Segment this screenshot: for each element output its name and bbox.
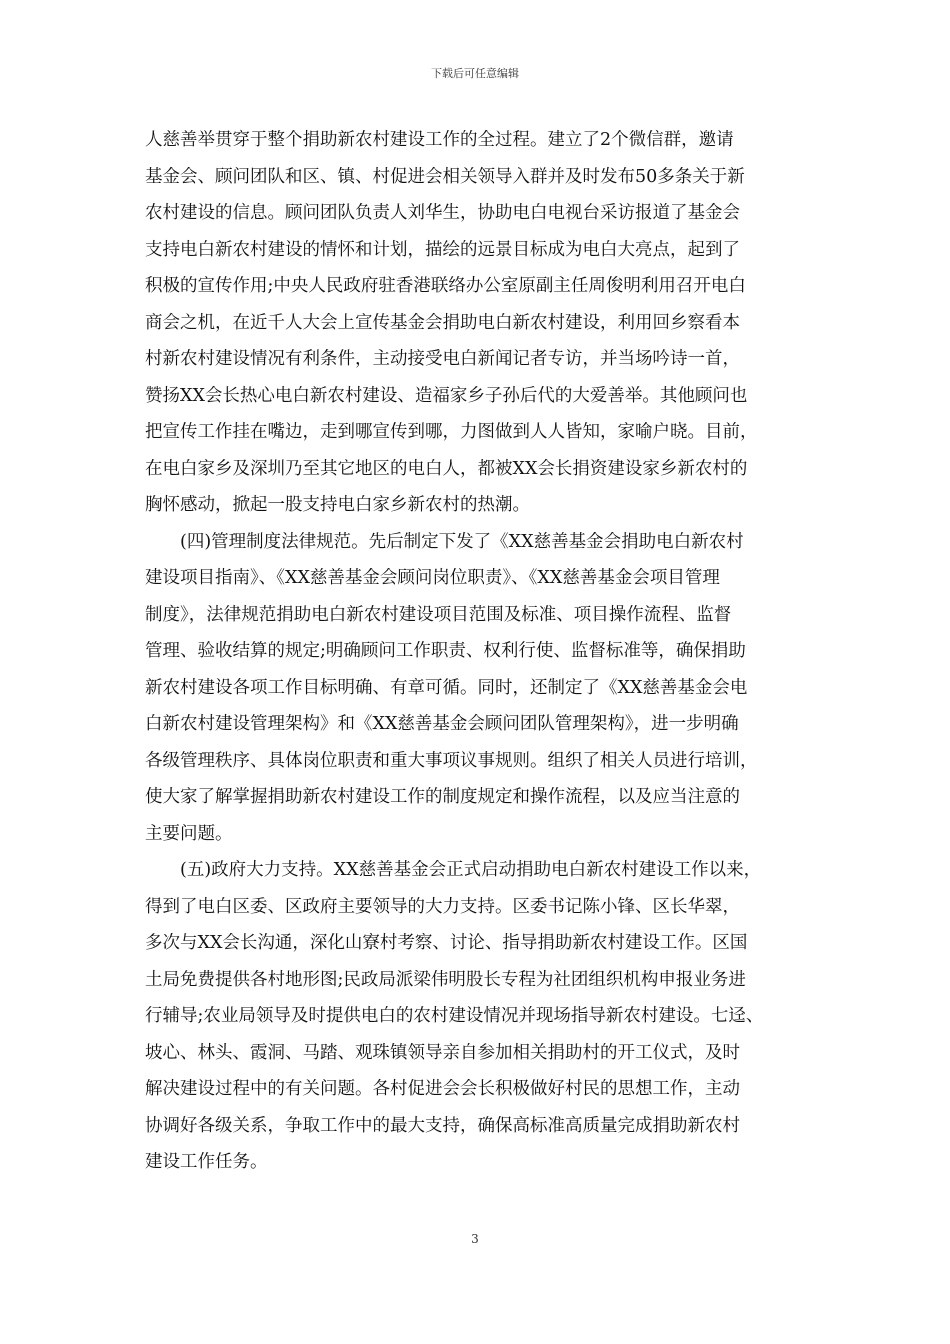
text-line: 建设项目指南》、《XX慈善基金会顾问岗位职责》、《XX慈善基金会项目管理: [145, 568, 720, 588]
text-line: 得到了电白区委、区政府主要领导的大力支持。区委书记陈小锋、区长华翠，: [145, 896, 740, 917]
text-line: 白新农村建设管理架构》和《XX慈善基金会顾问团队管理架构》，进一步明确: [145, 714, 739, 734]
text-line: 商会之机，在近千人大会上宣传基金会捐助电白新农村建设，利用回乡察看本: [145, 312, 740, 333]
text-line: 各级管理秩序、具体岗位职责和重大事项议事规则。组织了相关人员进行培训，: [145, 750, 758, 771]
text-line: 基金会、顾问团队和区、镇、村促进会相关领导入群并及时发布50多条关于新: [145, 166, 745, 187]
text-line: (四)管理制度法律规范。先后制定下发了《XX慈善基金会捐助电白新农村: [145, 531, 744, 552]
text-line: 赞扬XX会长热心电白新农村建设、造福家乡子孙后代的大爱善举。其他顾问也: [145, 385, 748, 406]
text-line: 制度》，法律规范捐助电白新农村建设项目范围及标准、项目操作流程、监督: [145, 604, 732, 625]
text-line: 积极的宣传作用;中央人民政府驻香港联络办公室原副主任周俊明利用召开电白: [145, 276, 746, 296]
text-line: 建设工作任务。: [145, 1152, 268, 1172]
text-line: 土局免费提供各村地形图;民政局派梁伟明股长专程为社团组织机构申报业务进: [145, 969, 746, 990]
page-header: 下载后可任意编辑: [431, 67, 519, 80]
text-line: 使大家了解掌握捐助新农村建设工作的制度规定和操作流程，以及应当注意的: [145, 787, 740, 807]
page-number: 3: [471, 1232, 479, 1246]
text-line: 新农村建设各项工作目标明确、有章可循。同时，还制定了《XX慈善基金会电: [145, 677, 748, 698]
text-line: 支持电白新农村建设的情怀和计划，描绘的远景目标成为电白大亮点，起到了: [145, 239, 740, 260]
text-line: (五)政府大力支持。XX慈善基金会正式启动捐助电白新农村建设工作以来，: [145, 860, 762, 880]
text-line: 主要问题。: [145, 823, 233, 844]
text-line: 多次与XX会长沟通，深化山寮村考察、讨论、指导捐助新农村建设工作。区国: [145, 933, 748, 953]
text-line: 解决建设过程中的有关问题。各村促进会会长积极做好村民的思想工作，主动: [145, 1079, 740, 1099]
text-line: 协调好各级关系，争取工作中的最大支持，确保高标准高质量完成捐助新农村: [145, 1115, 740, 1136]
text-line: 把宣传工作挂在嘴边，走到哪宣传到哪，力图做到人人皆知，家喻户晓。目前，: [145, 422, 758, 442]
body-text: [145, 122, 807, 1181]
text-line: 在电白家乡及深圳乃至其它地区的电白人，都被XX会长捐资建设家乡新农村的: [145, 458, 748, 479]
text-line: 胸怀感动，掀起一股支持电白家乡新农村的热潮。: [145, 495, 530, 515]
text-line: 村新农村建设情况有利条件，主动接受电白新闻记者专访，并当场吟诗一首，: [145, 349, 740, 369]
text-line: 行辅导;农业局领导及时提供电白的农村建设情况并现场指导新农村建设。七迳、: [145, 1006, 764, 1026]
text-line: 人慈善举贯穿于整个捐助新农村建设工作的全过程。建立了2个微信群，邀请: [145, 130, 734, 150]
text-line: 管理、验收结算的规定;明确顾问工作职责、权利行使、监督标准等，确保捐助: [145, 641, 746, 661]
text-line: 坡心、林头、霞洞、马踏、观珠镇领导亲自参加相关捐助村的开工仪式，及时: [145, 1042, 740, 1063]
text-line: 农村建设的信息。顾问团队负责人刘华生，协助电白电视台采访报道了基金会: [145, 203, 740, 223]
